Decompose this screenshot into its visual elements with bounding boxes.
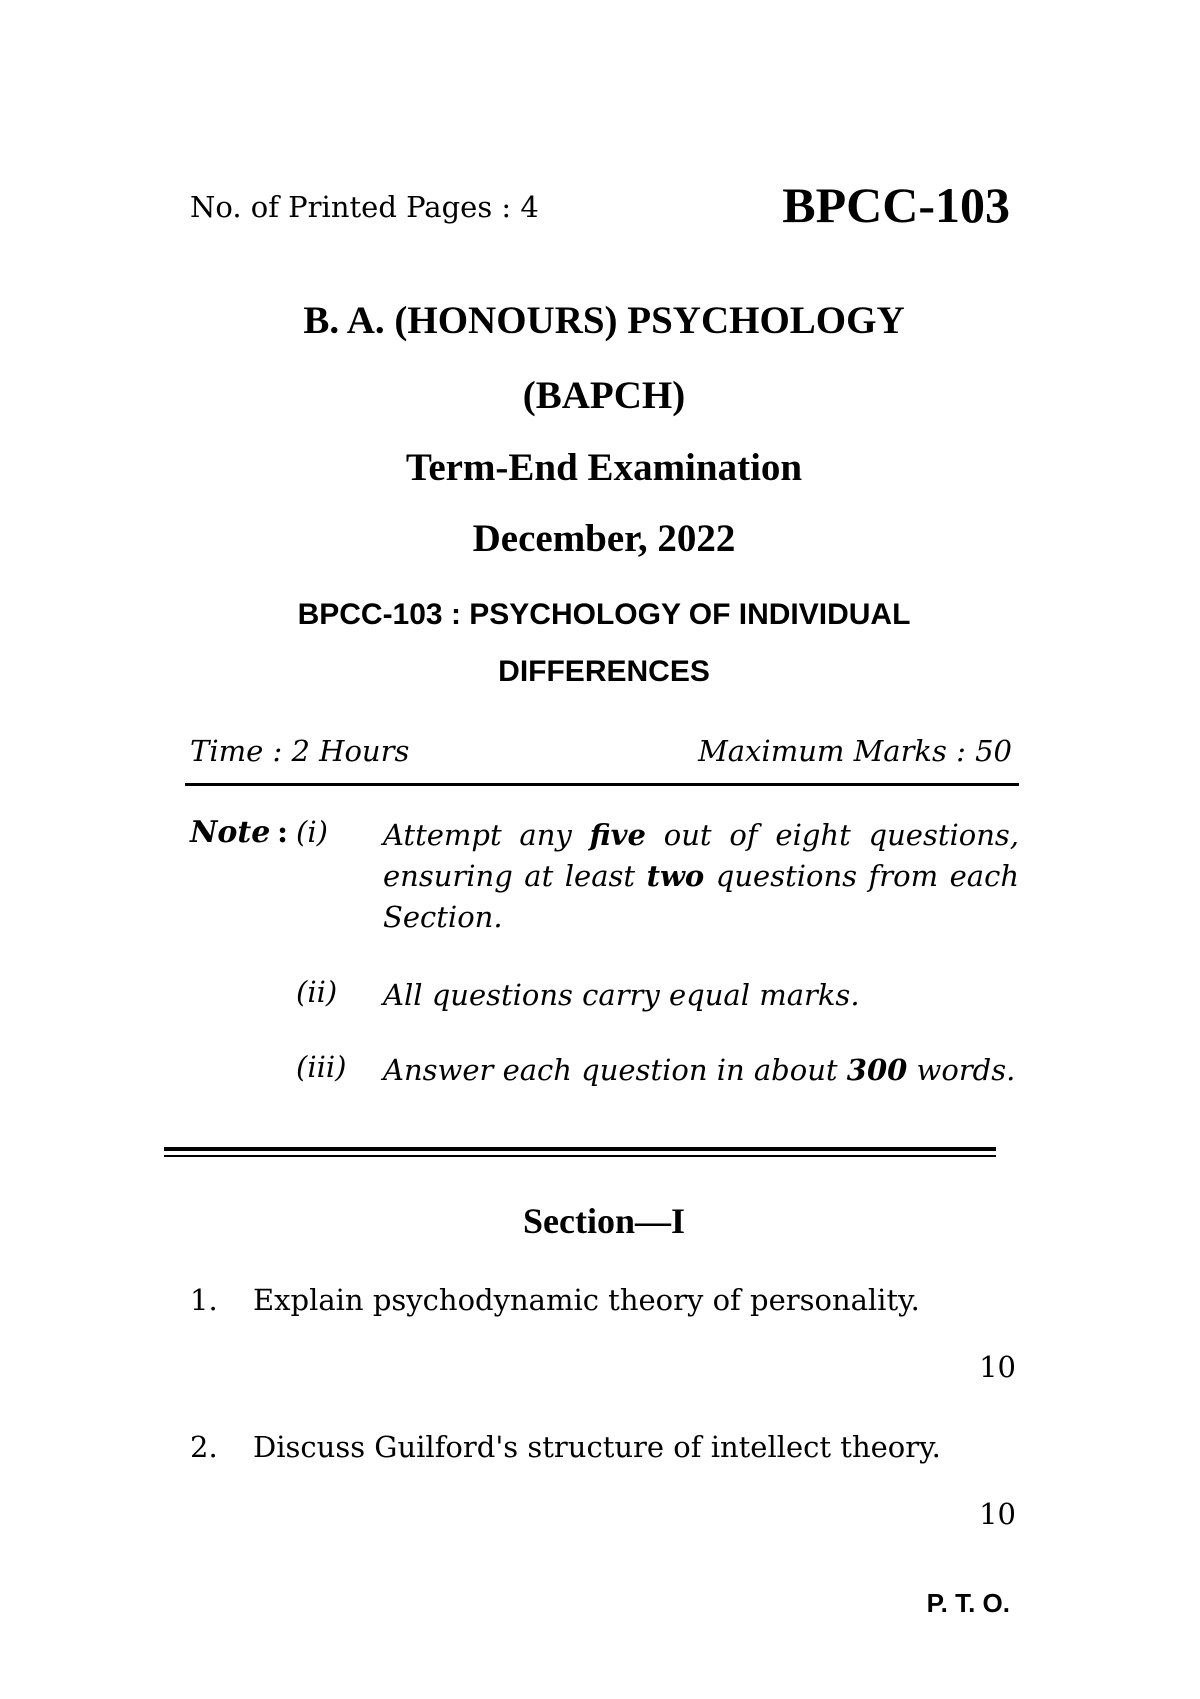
maximum-marks: Maximum Marks : 50 [698,734,1012,768]
printed-pages-count: No. of Printed Pages : 4 [190,190,539,224]
note-colon: : [277,815,289,850]
note-label: Note [190,815,271,850]
course-title-line-2: DIFFERENCES [498,655,710,688]
question-text: Discuss Guilford's structure of intellect theory. [253,1430,941,1464]
header-divider [185,783,1019,786]
note-item-text: All questions carry equal marks. [383,978,860,1012]
note-item-number: (i) [296,815,328,849]
question-number: 2. [190,1430,218,1464]
paper-code: BPCC-103 [782,177,1010,233]
please-turn-over: P. T. O. [926,1588,1010,1618]
exam-title: Term-End Examination [405,446,803,489]
note-item-number: (ii) [296,975,338,1009]
section-heading: Section—I [523,1201,685,1241]
note-item-number: (iii) [296,1050,347,1084]
question-marks: 10 [979,1497,1016,1531]
question-text: Explain psychodynamic theory of personality. [253,1283,920,1317]
programme-code: (BAPCH) [522,374,686,417]
note-item-text: Attempt any five out of eight questions, ensuring at least two questions from each Section. [383,818,1019,934]
notes-divider-thick [164,1147,996,1151]
question-number: 1. [190,1283,218,1317]
notes-divider-thin [164,1155,996,1157]
programme-title: B. A. (HONOURS) PSYCHOLOGY [303,299,905,342]
time-allowed: Time : 2 Hours [190,734,410,768]
exam-session: December, 2022 [472,517,736,560]
note-item-text: Answer each question in about 300 words. [383,1053,1016,1087]
question-marks: 10 [979,1350,1016,1384]
course-title-line-1: BPCC-103 : PSYCHOLOGY OF INDIVIDUAL [297,598,911,631]
